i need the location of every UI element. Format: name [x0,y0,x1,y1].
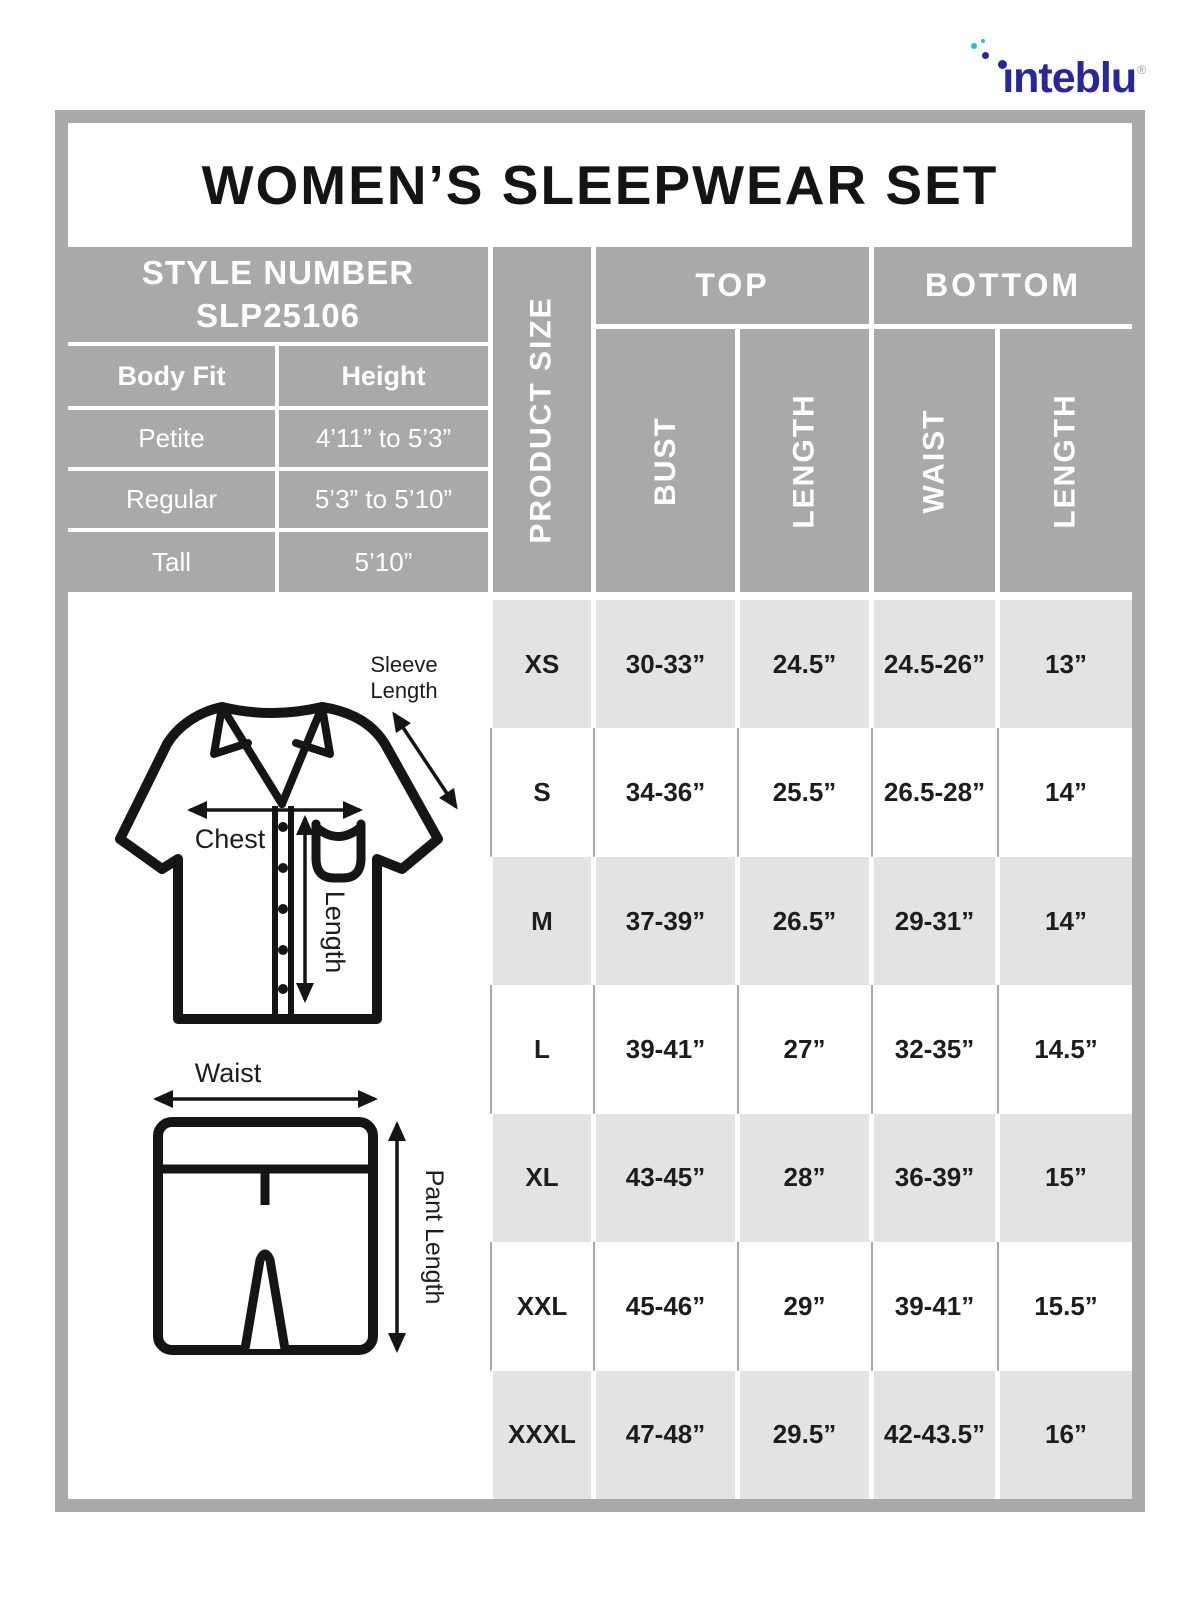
waist-cell: 42-43.5” [874,1371,995,1499]
bottom-length-cell: 14” [1000,857,1132,985]
size-row-xl [488,1114,1132,1242]
chart-frame [55,110,1145,1512]
logo-dot-cyan-tiny [981,39,985,43]
style-number-label: STYLE NUMBER [141,253,415,291]
waist-cell: 39-41” [894,1290,975,1321]
waist-cell: 26.5-28” [883,777,986,808]
bottom-length-cell: 14.5” [1034,1033,1098,1064]
bust-cell: 39-41” [625,1033,706,1064]
bottom-length-column-header: LENGTH [1000,329,1132,592]
size-cell: XXL [516,1290,568,1321]
bust-cell: 30-33” [596,600,735,728]
size-data-table [488,600,1132,1499]
size-row-xxxl [488,1371,1132,1499]
size-cell: M [493,857,591,985]
header-band [68,247,1132,592]
shirt-diagram [78,622,473,1052]
top-length-cell: 24.5” [740,600,869,728]
brand-name: ınteblu [1002,54,1137,102]
size-row-xxl [488,1242,1132,1370]
size-cell: XL [493,1114,591,1242]
bust-cell: 47-48” [596,1371,735,1499]
bottom-length-cell: 14” [1045,777,1087,808]
top-length-cell: 26.5” [740,857,869,985]
style-info-table [68,247,488,592]
logo-dot-navy-small [982,52,989,59]
top-length-column-header: LENGTH [740,329,869,592]
size-cell: S [533,777,551,808]
chest-label: Chest [194,824,266,854]
waist-cell: 24.5-26” [874,600,995,728]
bust-cell: 43-45” [596,1114,735,1242]
sleeve-label-line1: Sleeve [370,652,438,677]
waist-cell: 32-35” [894,1033,975,1064]
top-length-cell: 27” [783,1033,826,1064]
data-region [68,592,1132,1499]
registered-mark: ® [1137,62,1146,77]
fit-row-petite [68,410,488,467]
size-cell: XXXL [493,1371,591,1499]
bottom-group-header: BOTTOM [874,247,1132,324]
fit-height: 4’11” to 5’3” [279,410,488,467]
fit-name: Tall [68,532,275,592]
top-length-cell: 28” [740,1114,869,1242]
product-size-column-header [493,247,591,592]
bust-cell: 37-39” [596,857,735,985]
bottom-length-cell: 15” [1000,1114,1132,1242]
style-number-header [68,247,488,342]
top-length-cell: 25.5” [772,777,837,808]
shirt-outline [120,707,438,1019]
size-row-s [488,728,1132,856]
shorts-diagram [68,1052,488,1412]
bottom-length-cell: 16” [1000,1371,1132,1499]
logo-dot-cyan [971,43,977,49]
size-row-xs [488,600,1132,728]
top-length-cell: 29” [783,1290,826,1321]
page-title: WOMEN’S SLEEPWEAR SET [201,154,999,216]
bottom-group [874,247,1132,592]
bottom-length-cell: 15.5” [1034,1290,1098,1321]
fit-header-row [68,346,488,406]
fit-height: 5’3” to 5’10” [279,471,488,528]
waist-label: Waist [194,1058,262,1088]
style-number-value: SLP25106 [196,296,360,334]
fit-name: Regular [68,471,275,528]
bottom-length-cell: 13” [1000,600,1132,728]
product-size-label: PRODUCT SIZE [525,295,559,544]
title-bar [68,123,1132,247]
waist-cell: 29-31” [874,857,995,985]
fit-name: Petite [68,410,275,467]
fit-row-tall [68,532,488,592]
waist-column-header: WAIST [874,329,995,592]
sleeve-label-line2: Length [370,678,438,703]
top-length-cell: 29.5” [740,1371,869,1499]
bust-column-header: BUST [596,329,735,592]
brand-logo [958,36,1145,106]
shirt-length-label: Length [320,890,350,974]
waist-cell: 36-39” [874,1114,995,1242]
size-cell: XS [493,600,591,728]
top-group [596,247,869,592]
measurement-diagrams [68,592,488,1499]
top-group-header: TOP [596,247,869,324]
fit-row-regular [68,471,488,528]
size-row-l [488,985,1132,1113]
bust-cell: 45-46” [625,1290,706,1321]
size-row-m [488,857,1132,985]
fit-height: 5’10” [279,532,488,592]
height-header: Height [279,346,488,406]
bust-cell: 34-36” [625,777,706,808]
size-cell: L [534,1033,550,1064]
body-fit-header: Body Fit [68,346,275,406]
pant-length-label: Pant Length [420,1169,448,1305]
